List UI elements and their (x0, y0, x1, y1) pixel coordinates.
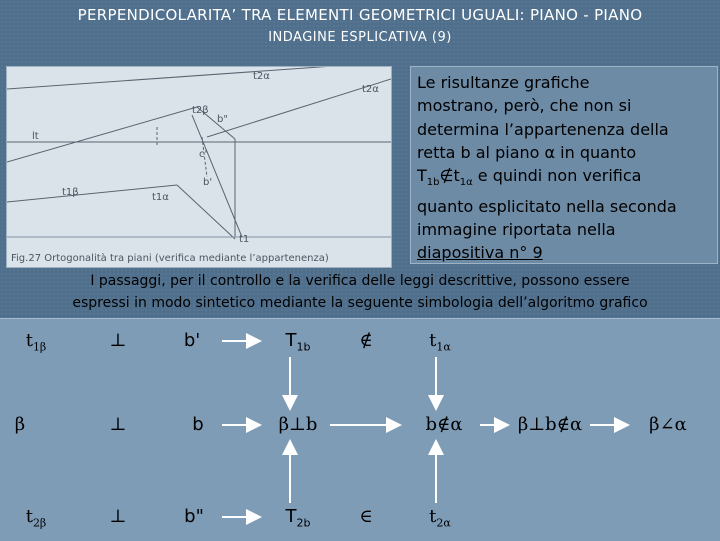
perp-symbol: ⊥ (109, 414, 127, 435)
t2-alpha: $t_{2\alpha}$ (429, 506, 451, 530)
algorithm-grid (0, 318, 720, 541)
b-double-prime: b" (184, 506, 204, 527)
explain-line-8 (417, 241, 711, 264)
t2-beta: $t_{2\beta}$ (25, 506, 47, 530)
label-t2b: t2β (192, 105, 209, 116)
perp-symbol: ⊥ (109, 330, 127, 351)
explanation-text (410, 66, 718, 264)
passage-line-2: espressi in modo sintetico mediante la seguente simbologia dell’algoritmo grafico (72, 295, 648, 311)
t1-beta: $t_{1\beta}$ (25, 330, 47, 354)
beta-perp-b: β⊥b (278, 414, 318, 435)
b-prime: b' (183, 330, 201, 351)
explain-line-7: immagine riportata nella (417, 219, 616, 239)
label-lt: lt (32, 131, 39, 142)
explain-line-6: quanto esplicitato nella seconda (417, 196, 677, 216)
geometry-figure (6, 66, 392, 268)
explain-line-5: $T_{1b}\notin t_{1\alpha}$ e quindi non verifica (417, 166, 642, 189)
orthogonal-planes-drawing (7, 67, 391, 267)
passage-text (0, 270, 720, 314)
explain-line-1: Le risultanze grafiche (417, 73, 590, 92)
beta-angle-alpha: β∠α (649, 414, 687, 435)
perp-symbol: ⊥ (109, 506, 127, 527)
label-b2: b" (217, 114, 228, 125)
b-not-in-alpha: b∉α (425, 414, 463, 435)
explain-line-2: mostrano, però, che non si (417, 96, 632, 116)
explain-line-3: determina l’appartenenza della (417, 119, 669, 139)
not-in-symbol: ∉ (439, 166, 454, 186)
label-c: c' (199, 149, 208, 160)
beta-perp-b-not-in-alpha: β⊥b∉α (517, 414, 583, 435)
beta-symbol: β (14, 414, 26, 435)
in-symbol: ∈ (359, 506, 373, 527)
label-t2a: t2α (253, 71, 270, 82)
alpha-symbol: α (544, 142, 556, 162)
label-t2a-b: t2α (362, 84, 379, 95)
slide-subtitle: INDAGINE ESPLICATIVA (9) (268, 30, 452, 45)
not-in-symbol: ∉ (359, 330, 373, 351)
T2b: $T_{2b}$ (285, 506, 311, 530)
slide-title: PERPENDICOLARITA’ TRA ELEMENTI GEOMETRICI UGUALI: PIANO - PIANO (77, 6, 643, 24)
label-t1b: t1β (62, 187, 79, 198)
label-t1a: t1α (152, 192, 169, 203)
passage-line-1: I passaggi, per il controllo e la verifica delle leggi descrittive, possono essere (90, 273, 630, 289)
figure-caption: Fig.27 Ortogonalità tra piani (verifica mediante l’appartenenza) (11, 253, 329, 264)
t1-alpha: $t_{1\alpha}$ (429, 330, 451, 354)
b-line: b (192, 414, 204, 435)
slide-9-link[interactable]: diapositiva n° 9 (417, 243, 543, 263)
T1b: $T_{1b}$ (285, 330, 311, 354)
explain-line-4: retta b al piano α in quanto (417, 142, 637, 162)
label-t1: t1 (239, 234, 250, 245)
label-b1: b' (203, 177, 213, 188)
